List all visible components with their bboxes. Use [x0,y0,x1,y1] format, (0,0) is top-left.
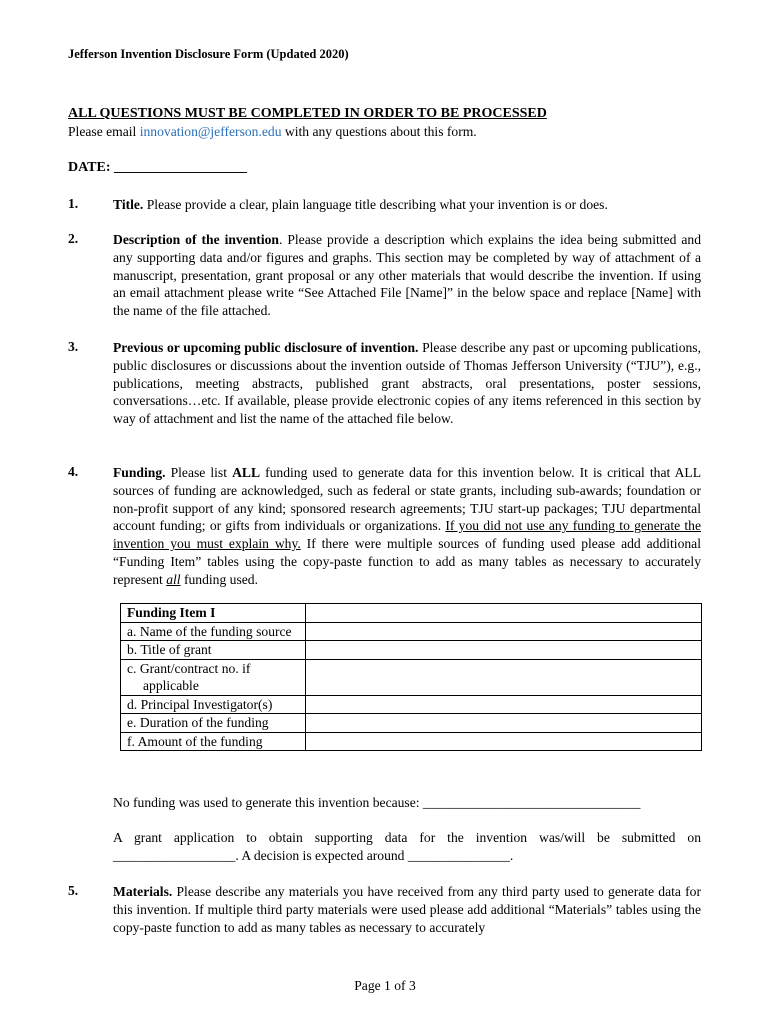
section-4-heading: Funding. [113,465,166,480]
email-prefix: Please email [68,124,140,139]
section-4-text-1: Please list [165,465,233,480]
section-5-heading: Materials. [113,884,173,899]
contact-email-line [68,124,477,140]
grant-title-value-cell[interactable] [306,641,702,660]
section-5-text: Please describe any materials you have received from any third party used to generate data for this invention. If multiple third party materials were used please add additional “Materials” tables using the copy-paste function to add as many tables as necessary to accurately [113,884,701,935]
funding-item-table [120,603,702,751]
section-3-disclosure-question [113,339,701,428]
section-4-text-4: funding used. [180,571,258,587]
funding-duration-value-cell[interactable] [306,714,702,733]
table-row [121,732,702,751]
section-1-text: Please provide a clear, plain language title describing what your invention is or does. [143,197,608,212]
no-funding-statement[interactable]: No funding was used to generate this invention because: ________________________________ [113,795,641,810]
section-4-number: 4. [68,464,79,479]
table-row [121,659,702,695]
section-3-number: 3. [68,339,79,354]
table-row [121,695,702,714]
table-row [121,641,702,660]
section-2-heading: Description of the invention [113,232,279,247]
section-3-text: Please describe any past or upcoming publications, public disclosures or discussions about the invention outside of Thomas Jefferson University (“TJU”), e.g., publications, meeting abstracts, published grant abstracts, oral presentations, poster sessions, conversations…etc. If available, please provide electronic copies of any items referenced in this section by way of attachment and list the name of the attached file below. [113,340,701,427]
funding-amount-label: f. Amount of the funding [121,732,306,751]
section-4-funding-question [113,464,701,589]
section-1-heading: Title. [113,197,144,212]
section-5-number: 5. [68,883,79,898]
contact-email-link[interactable]: innovation@jefferson.edu [139,124,282,139]
section-4-all-bold: ALL [232,465,261,480]
section-2-text: . Please provide a description which explains the idea being submitted and any supporting data and/or figures and graphs. This section may be completed by way of attachment of a manuscript, presentation, grant proposal or any other materials that would describe the invention. If using an email attachment please write “See Attached File [Name]” in the below space and replace [Name] with the name of the file attached. [113,232,702,319]
principal-investigator-label: d. Principal Investigator(s) [121,695,306,714]
grant-application-statement[interactable]: A grant application to obtain supporting data for the invention was/will be submitted on __________________. A decision is expected around _______________. [113,830,701,863]
section-1-number: 1. [68,196,79,211]
completion-warning: ALL QUESTIONS MUST BE COMPLETED IN ORDER TO BE PROCESSED [68,106,547,121]
funding-item-heading: Funding Item I [121,604,306,623]
funding-duration-label: e. Duration of the funding [121,714,306,733]
table-row [121,622,702,641]
page-number: Page 1 of 3 [354,978,416,993]
section-1-title-question [113,196,701,214]
funding-source-value-cell[interactable] [306,622,702,641]
section-2-description-question [113,231,701,320]
grant-title-label: b. Title of grant [121,641,306,660]
table-row [121,714,702,733]
section-4-all-italic: all [166,571,181,587]
section-3-heading: Previous or upcoming public disclosure of invention. [113,340,419,355]
grant-number-label: c. Grant/contract no. if applicable [121,659,306,695]
funding-source-label: a. Name of the funding source [121,622,306,641]
section-4-text-3: If there were multiple sources of funding used please add additional “Funding Item” tables using the copy-paste function to add as many tables as necessary to accurately represent [113,536,701,587]
section-5-materials-question [113,883,701,936]
date-field-line[interactable]: DATE: ___________________ [68,160,248,175]
funding-amount-value-cell[interactable] [306,732,702,751]
principal-investigator-value-cell[interactable] [306,695,702,714]
form-header-title: Jefferson Invention Disclosure Form (Updated 2020) [68,47,349,61]
grant-number-value-cell[interactable] [306,659,702,695]
section-2-number: 2. [68,231,79,246]
section-4-underlined-note: If you did not use any funding to generate the invention you must explain why. [113,518,701,552]
table-row [121,604,702,623]
funding-item-heading-value-cell[interactable] [306,604,702,623]
email-suffix: with any questions about this form. [281,124,477,139]
section-4-text-2: funding used to generate data for this invention below. It is critical that ALL sources of funding are acknowledged, such as federal or state grants, including sub-awards; foundation or non-profit support of any kind; sponsored research agreements; TJU start-up packages; TJU departmental account funding; or gifts from individuals or organizations. [113,465,701,534]
